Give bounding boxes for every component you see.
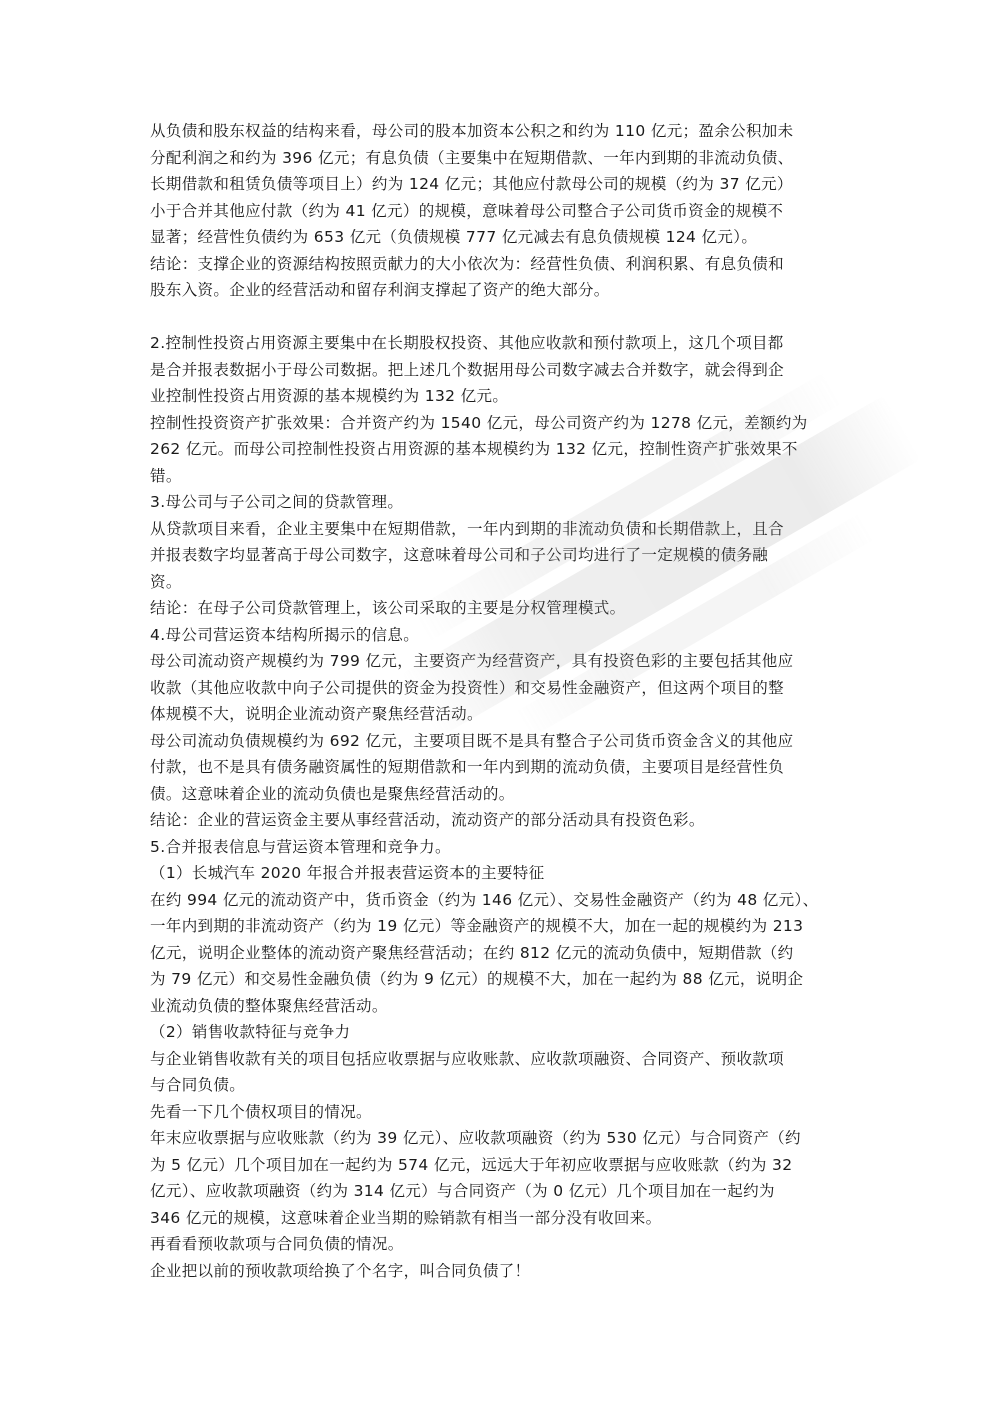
text-line: 346 亿元的规模，这意味着企业当期的赊销款有相当一部分没有收回来。 <box>150 1208 662 1227</box>
text-line: 3.母公司与子公司之间的贷款管理。 <box>150 493 404 511</box>
text-line: 收款（其他应收款中向子公司提供的资金为投资性）和交易性金融资产，但这两个项目的整 <box>150 678 785 697</box>
text-line: 262 亿元。而母公司控制性投资占用资源的基本规模约为 132 亿元，控制性资产扩张效果不 <box>150 440 798 458</box>
text-line: 母公司流动资产规模约为 799 亿元，主要资产为经营资产，具有投资色彩的主要包括其他应 <box>150 652 794 670</box>
text-line: 债。这意味着企业的流动负债也是聚焦经营活动的。 <box>150 784 515 803</box>
text-line: 5.合并报表信息与营运资本管理和竞争力。 <box>150 837 451 856</box>
text-line: 亿元，说明企业整体的流动资产聚焦经营活动；在约 812 亿元的流动负债中，短期借款（约 <box>150 943 794 962</box>
text-line: 母公司流动负债规模约为 692 亿元，主要项目既不是具有整合子公司货币资金含义的其他应 <box>150 731 794 750</box>
text-line: 再看看预收款项与合同负债的情况。 <box>150 1235 404 1253</box>
text-line: 亿元）、应收款项融资（约为 314 亿元）与合同资产（为 0 亿元）几个项目加在一起约为 <box>150 1182 775 1200</box>
text-line: 一年内到期的非流动资产（约为 19 亿元）等金融资产的规模不大，加在一起的规模约为 213 <box>150 917 804 935</box>
text-line: 与企业销售收款有关的项目包括应收票据与应收账款、应收款项融资、合同资产、预收款项 <box>150 1049 785 1068</box>
text-line: 4.母公司营运资本结构所揭示的信息。 <box>150 625 420 644</box>
text-line: 小于合并其他应付款（约为 41 亿元）的规模，意味着母公司整合子公司货币资金的规模不 <box>150 201 784 220</box>
text-line: 股东入资。企业的经营活动和留存利润支撑起了资产的绝大部分。 <box>150 281 610 299</box>
text-line: 结论：支撑企业的资源结构按照贡献力的大小依次为：经营性负债、利润积累、有息负债和 <box>150 254 785 273</box>
text-line: 结论：企业的营运资金主要从事经营活动，流动资产的部分活动具有投资色彩。 <box>150 811 705 829</box>
text-line: （2）销售收款特征与竞争力 <box>150 1023 351 1041</box>
text-line: 是合并报表数据小于母公司数据。把上述几个数据用母公司数字减去合并数字，就会得到企 <box>150 360 785 379</box>
text-line: 企业把以前的预收款项给换了个名字，叫合同负债了！ <box>150 1261 531 1280</box>
text-line: 先看一下几个债权项目的情况。 <box>150 1102 372 1121</box>
text-line: 结论：在母子公司贷款管理上，该公司采取的主要是分权管理模式。 <box>150 599 626 617</box>
text-line: 并报表数字均显著高于母公司数字，这意味着母公司和子公司均进行了一定规模的债务融 <box>150 546 769 564</box>
text-line: 2.控制性投资占用资源主要集中在长期股权投资、其他应收款和预付款项上，这几个项目都 <box>150 334 784 352</box>
text-line: 与合同负债。 <box>150 1076 246 1094</box>
document-body <box>150 118 850 1284</box>
text-line: 控制性投资资产扩张效果：合并资产约为 1540 亿元，母公司资产约为 1278 亿元，差额约为 <box>150 413 808 432</box>
text-line: 年末应收票据与应收账款（约为 39 亿元）、应收款项融资（约为 530 亿元）与合同资产（约 <box>150 1129 801 1147</box>
text-line: 为 79 亿元）和交易性金融负债（约为 9 亿元）的规模不大，加在一起约为 88 亿元，说明企 <box>150 970 804 988</box>
text-line: 资。 <box>150 572 182 591</box>
paragraph-gap <box>150 304 850 331</box>
text-line: 显著；经营性负债约为 653 亿元（负债规模 777 亿元减去有息负债规模 124 亿元）。 <box>150 228 758 246</box>
text-line: 长期借款和租赁负债等项目上）约为 124 亿元；其他应付款母公司的规模（约为 37 亿元） <box>150 175 793 193</box>
text-line: 付款，也不是具有债务融资属性的短期借款和一年内到期的流动负债，主要项目是经营性负 <box>150 758 785 776</box>
text-line: 为 5 亿元）几个项目加在一起约为 574 亿元，远远大于年初应收票据与应收账款（约为 32 <box>150 1155 793 1174</box>
text-line: 从负债和股东权益的结构来看，母公司的股本加资本公积之和约为 110 亿元；盈余公积加未 <box>150 122 794 140</box>
text-line: 体规模不大，说明企业流动资产聚焦经营活动。 <box>150 705 483 723</box>
text-line: （1）长城汽车 2020 年报合并报表营运资本的主要特征 <box>150 864 545 882</box>
text-line: 业流动负债的整体聚焦经营活动。 <box>150 996 388 1015</box>
text-line: 分配利润之和约为 396 亿元；有息负债（主要集中在短期借款、一年内到期的非流动负债、 <box>150 148 794 167</box>
text-line: 业控制性投资占用资源的基本规模约为 132 亿元。 <box>150 387 509 405</box>
text-line: 从贷款项目来看，企业主要集中在短期借款，一年内到期的非流动负债和长期借款上，且合 <box>150 519 785 538</box>
text-line: 在约 994 亿元的流动资产中，货币资金（约为 146 亿元）、交易性金融资产（约为 48 亿元）、 <box>150 890 819 909</box>
text-line: 错。 <box>150 466 182 485</box>
